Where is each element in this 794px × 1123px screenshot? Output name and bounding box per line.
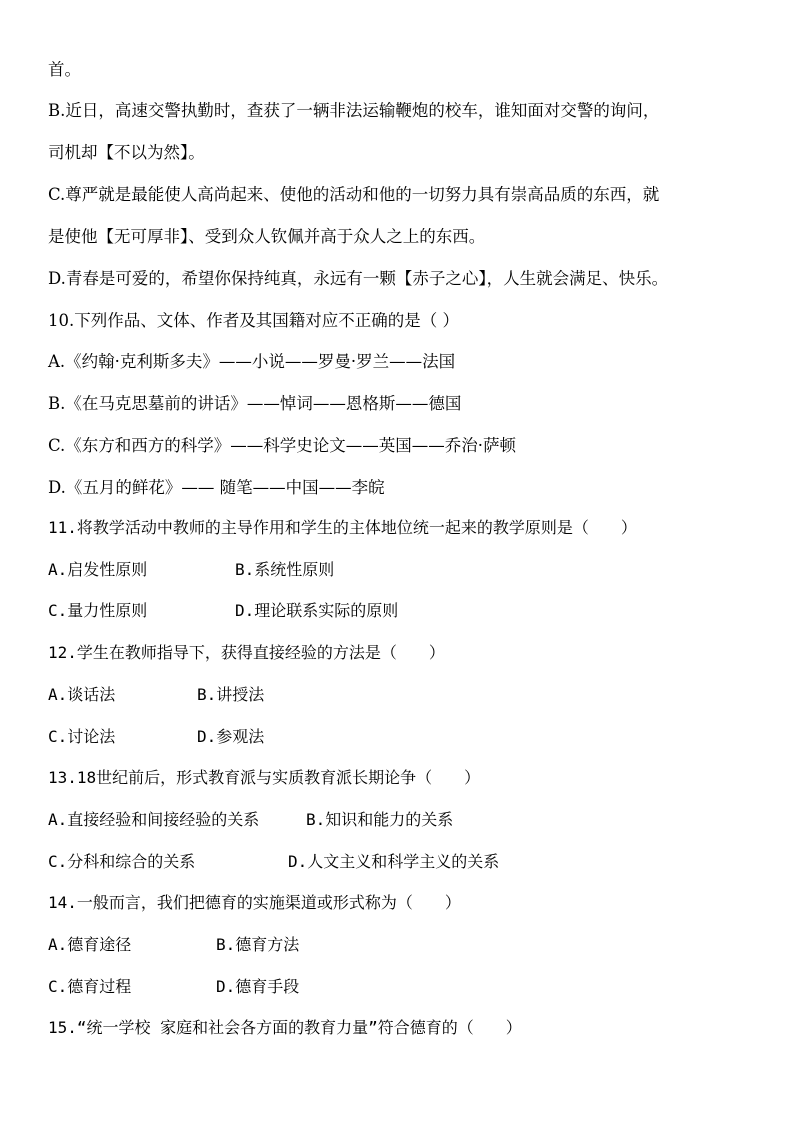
question-11-option-a: A.启发性原则 [48,560,148,579]
question-14-stem: 14.一般而言，我们把德育的实施渠道或形式称为（ ） [48,893,461,912]
question-11-stem: 11.将教学活动中教师的主导作用和学生的主体地位统一起来的教学原则是（ ） [48,518,637,537]
question-10-option-d: D.《五月的鲜花》—— 随笔——中国——李皖 [48,478,385,497]
text-line: 司机却【不以为然】。 [48,143,205,162]
question-11-option-d: D.理论联系实际的原则 [235,601,399,620]
question-13-option-a: A.直接经验和间接经验的关系 [48,810,260,829]
question-12-stem: 12.学生在教师指导下，获得直接经验的方法是（ ） [48,643,445,662]
option-c-line: C.尊严就是最能使人高尚起来、使他的活动和他的一切努力具有崇高品质的东西，就 [48,185,660,204]
question-15-stem: 15.“统一学校 家庭和社会各方面的教育力量”符合德育的（ ） [48,1018,522,1037]
text-line: 首。 [48,60,81,79]
question-12-option-d: D.参观法 [197,727,265,746]
question-12-option-c: C.讨论法 [48,727,116,746]
question-11-option-b: B.系统性原则 [235,560,335,579]
question-10-option-b: B.《在马克思墓前的讲话》——悼词——恩格斯——德国 [48,394,462,413]
question-13-option-b: B.知识和能力的关系 [306,810,454,829]
question-14-option-c: C.德育过程 [48,977,132,996]
question-12-option-a: A.谈话法 [48,685,116,704]
question-14-option-b: B.德育方法 [216,935,300,954]
question-10-option-c: C.《东方和西方的科学》——科学史论文——英国——乔治·萨顿 [48,436,517,455]
question-12-option-b: B.讲授法 [197,685,265,704]
question-11-option-c: C.量力性原则 [48,601,148,620]
question-14-option-d: D.德育手段 [216,977,300,996]
question-13-option-c: C.分科和综合的关系 [48,852,196,871]
text-line: 是使他【无可厚非】、受到众人钦佩并高于众人之上的东西。 [48,227,486,246]
question-13-option-d: D.人文主义和科学主义的关系 [288,852,500,871]
question-10-stem: 10.下列作品、文体、作者及其国籍对应不正确的是（ ） [48,311,459,330]
option-d-line: D.青春是可爱的，希望你保持纯真，永远有一颗【赤子之心】，人生就会满足、快乐。 [48,269,669,288]
question-13-stem: 13.18世纪前后，形式教育派与实质教育派长期论争（ ） [48,768,481,787]
question-14-option-a: A.德育途径 [48,935,132,954]
option-b-line: B.近日，高速交警执勤时，查获了一辆非法运输鞭炮的校车，谁知面对交警的询问， [48,101,660,120]
question-10-option-a: A.《约翰·克利斯多夫》——小说——罗曼·罗兰——法国 [48,352,456,371]
